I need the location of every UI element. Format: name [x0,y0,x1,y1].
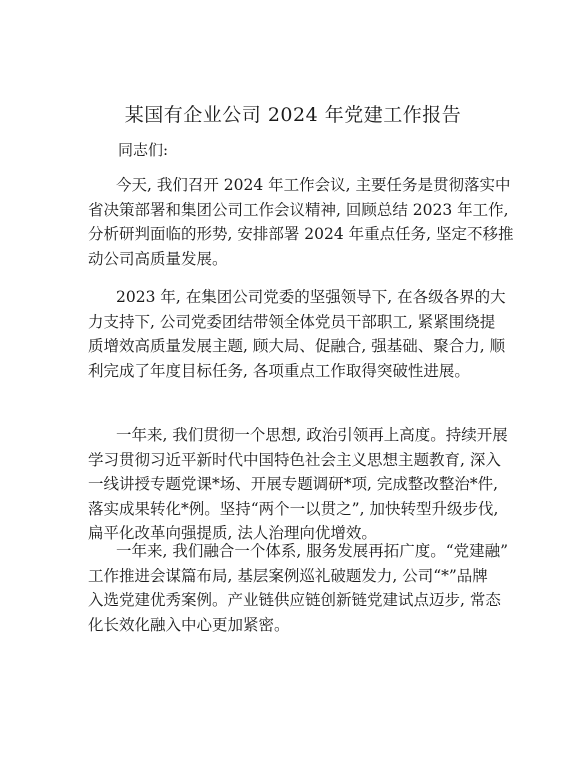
paragraph-line: 学习贯彻习近平新时代中国特色社会主义思想主题教育, 深入 [88,450,501,469]
paragraph-line: 入选党建优秀案例。产业链供应链创新链党建试点迈步, 常态 [88,591,501,609]
document-title: 某国有企业公司 2024 年党建工作报告 [124,104,462,126]
paragraph-service-development [88,539,508,637]
paragraph-line: 化长效化融入中心更加紧密。 [88,615,290,634]
paragraph-line: 工作推进会谋篇布局, 基层案例巡礼破题发力, 公司“*”品牌 [88,566,488,585]
paragraph-line: 力支持下, 公司党委团结带领全体党员干部职工, 紧紧围绕提 [88,312,496,331]
paragraph-line: 扁平化改革向强提质, 法人治理向优增效。 [88,524,377,542]
paragraph-line: 一线讲授专题党课*场、开展专题调研*项, 完成整改整治*件, [88,475,499,493]
paragraph-line: 一年来, 我们融合一个体系, 服务发展再拓广度。“党建融” [116,542,509,560]
paragraph-line: 一年来, 我们贯彻一个思想, 政治引领再上高度。持续开展 [116,426,508,444]
paragraph-line: 落实成果转化*例。坚持“两个一以贯之”, 加快转型升级步伐, [88,499,499,518]
paragraph-review-2023 [88,285,508,383]
paragraph-line: 2023 年, 在集团公司党委的坚强领导下, 在各级各界的大 [116,288,506,306]
greeting: 同志们: [118,141,169,159]
paragraph-line: 省决策部署和集团公司工作会议精神, 回顾总结 2023 年工作, [88,200,509,219]
paragraph-line: 质增效高质量发展主题, 顾大局、促融合, 强基础、聚合力, 顺 [88,337,506,355]
paragraph-line: 今天, 我们召开 2024 年工作会议, 主要任务是贯彻落实中 [116,176,511,194]
paragraph-line: 动公司高质量发展。 [88,249,228,268]
paragraph-line: 利完成了年度目标任务, 各项重点工作取得突破性进展。 [88,361,470,380]
paragraph-political-guidance [88,423,508,546]
paragraph-line: 分析研判面临的形势, 安排部署 2024 年重点任务, 坚定不移推 [88,225,514,243]
paragraph-opening [88,173,514,271]
